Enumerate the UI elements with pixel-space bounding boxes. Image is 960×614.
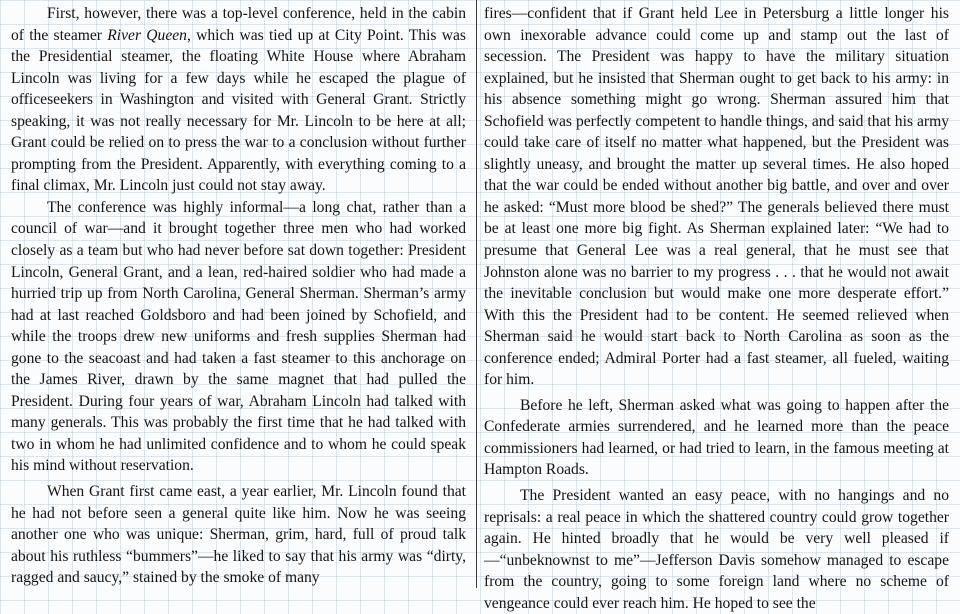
paragraph-informal-chat: The conference was highly informal—a long chat, rather than a council of war—and it brought together three men who had worked closely as a team but who had never before sat down together: President Lincoln, General Grant, and a lean, red-haired soldier who had made a hurried trip up from North Carolina, General Sherman. Sherman’s army had at last reached Goldsboro and had been joined by Schofield, and while the troops drew new uniforms and fresh supplies Sherman had gone to the seacoast and had taken a fast steamer to this anchorage on the James River, drawn by the same magnet that had pulled the President. During four years of war, Abraham Lincoln had talked with many generals. This was probably the first time that he had talked with two in whom he had unlimited confidence and to whom he could speak his mind without reservation. bbox=[11, 198, 466, 475]
steamer-name: River Queen bbox=[107, 26, 187, 44]
paragraph-text: , which was tied up at City Point. This was the Presidential steamer, the floating White House where Abraham Lincoln was living for a few days while he escaped the plague of officeseekers in Washington and visited with General Grant. Strictly speaking, it was not really necessary for Mr. Lincoln to be here at all; Grant could be relied on to press the war to a conclusion without further prompting from the President. Apparently, with everything coming to a final climax, Mr. Lincoln just could not stay away. bbox=[11, 26, 466, 195]
paragraph-fires-continued: fires—confident that if Grant held Lee in Petersburg a little longer his own inexorable advance could come up and stamp out the last of secession. The President was happy to have the military situation explained, but he insisted that Sherman ought to get back to his army: in his absence something might go wrong. Sherman assured him that Schofield was perfectly competent to handle things, and said that his army could take care of itself no matter what happened, but the President was slightly uneasy, and brought the matter up several times. He also hoped that the war could be ended without another big battle, and over and over he asked: “Must more blood be shed?” The generals believed there must be at least one more big fight. As Sherman explained later: “We had to presume that General Lee was a real general, that he must see that Johnston alone was no barrier to my progress . . . that he would not await the inevitable conclusion but would make one more desperate effort.” With this the President had to be content. He seemed relieved when Sherman said he would start back to North Carolina as soon as the conference ended; Admiral Porter had a fast steamer, all fueled, waiting for him. bbox=[484, 5, 949, 389]
paragraph-before-he-left: Before he left, Sherman asked what was going to happen after the Confederate armies surrendered, and he learned more than the peace commissioners had learned, or had tried to learn, in the famous meeting at Hampton Roads. bbox=[484, 396, 949, 479]
right-column bbox=[484, 3, 949, 614]
column-divider bbox=[476, 0, 477, 588]
paragraph-text: First, however, there was a top-level conference, held in the cabin of the steamer bbox=[11, 5, 466, 44]
paragraph-conference bbox=[11, 3, 466, 197]
left-column bbox=[11, 3, 466, 589]
paragraph-easy-peace: The President wanted an easy peace, with no hangings and no reprisals: a real peace in which the shattered country could grow together again. He hinted broadly that he would be very well pleased if—“unbeknownst to me”—Jefferson Davis somehow managed to escape from the country, going to some foreign land where no scheme of vengeance could ever reach him. He hoped to see the bbox=[484, 487, 949, 612]
paragraph-grant-east: When Grant first came east, a year earlier, Mr. Lincoln found that he had not before seen a general quite like him. Now he was seeing another one who was unique: Sherman, grim, hard, full of proud talk about his ruthless “bummers”—he liked to say that his army was “dirty, ragged and saucy,” stained by the smoke of many bbox=[11, 483, 466, 587]
